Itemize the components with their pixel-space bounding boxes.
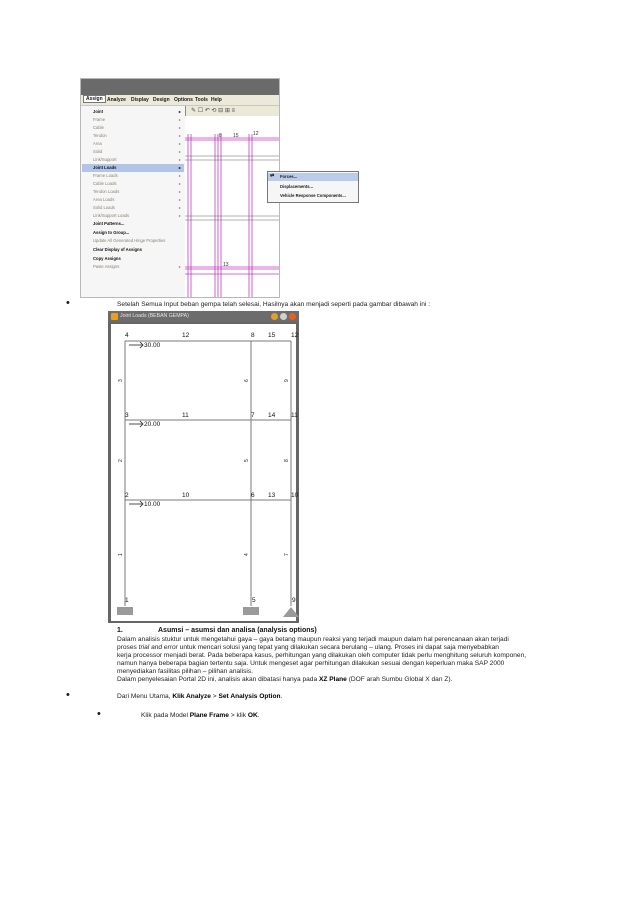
fixed-support [243, 607, 259, 615]
joint-label: 2 [125, 492, 129, 499]
menu-item-joint[interactable] [93, 108, 183, 115]
close-icon[interactable] [289, 313, 296, 320]
column-label: 9 [284, 379, 290, 382]
menu-item-assign-to-group[interactable] [93, 229, 183, 236]
joint-label: 4 [125, 332, 129, 339]
canvas-label: 13 [223, 262, 229, 268]
menu-item-label: Link/Support [93, 157, 117, 162]
menu-item-joint-patterns[interactable] [93, 220, 183, 227]
section-line: kerja processor menjadi berat. Pada beberapa kasus, perhitungan yang dilakukan oleh computer tidak perlu menghitung seluruh komponen, [117, 652, 527, 659]
section-title: Asumsi – asumsi dan analisa (analysis options) [158, 627, 317, 634]
column-label: 8 [284, 459, 290, 462]
menu-item-label: Area Loads [93, 197, 115, 202]
load-value: 30.00 [144, 342, 161, 349]
canvas-label: 8 [219, 133, 222, 139]
menu-design[interactable]: Design [153, 97, 170, 103]
menu-item-label: Paste Assigns [93, 264, 120, 269]
menu-item-joint-loads[interactable] [93, 164, 183, 171]
chevron-right-icon: ▸ [178, 141, 181, 146]
menu-item-label: Link/Support Loads [93, 213, 130, 218]
menu-item-label: Clear Display of Assigns [93, 247, 142, 252]
menu-bar [81, 95, 279, 106]
menu-item-paste-assigns[interactable] [93, 263, 183, 270]
menu-item-label: Solid [93, 149, 103, 154]
menu-item-label: Tendon Loads [93, 189, 120, 194]
line-bold: XZ Plane [318, 676, 347, 683]
section-line: namun hanya beberapa bagian tertentu saja. Untuk mengeset agar perhitungan dilakukan sesuai dengan keperluan maka SAP 2000 [117, 660, 505, 667]
node-label: 7 [251, 412, 255, 419]
sap-assign-menu-screenshot [80, 78, 346, 298]
bullet3-text [141, 712, 260, 720]
b2-bold2: Set Analysis Option [218, 693, 281, 700]
menu-item-label: Joint Patterns... [93, 221, 125, 226]
menu-item-label: Copy Assigns [93, 256, 121, 261]
chevron-right-icon: ▸ [178, 189, 181, 194]
menu-item-clear-display-of-assigns[interactable] [93, 246, 183, 253]
frame-plot [111, 324, 299, 621]
column-label: 1 [118, 553, 124, 556]
menu-item-label: Frame [93, 117, 106, 122]
menu-item-label: Assign to Group... [93, 230, 130, 235]
beam-label: 10 [182, 492, 190, 499]
node-label: 15 [268, 332, 276, 339]
menu-item-label: Area [93, 141, 102, 146]
menu-item-link-support-loads[interactable] [93, 212, 183, 219]
chevron-right-icon: ▸ [178, 117, 181, 122]
menu-item-cable-loads[interactable] [93, 180, 183, 187]
section-line [117, 676, 452, 684]
node-label: 9 [292, 597, 296, 604]
load-value: 10.00 [144, 501, 161, 508]
menu-item-solid[interactable] [93, 148, 183, 155]
canvas-label: 12 [253, 131, 259, 137]
bullet-dot: • [97, 708, 101, 720]
node-label: 10 [291, 492, 299, 499]
model-canvas [185, 116, 279, 297]
menu-display[interactable]: Display [131, 97, 149, 103]
node-label: 14 [268, 412, 276, 419]
column-label: 4 [244, 553, 250, 556]
toolbar-icons[interactable]: ✎ ☐ ↶ ⟲ ⊟ ⊞ ≡ [191, 108, 236, 114]
node-label: 8 [251, 332, 255, 339]
joint-loads-window [108, 311, 299, 623]
menu-item-label: Cable [93, 125, 104, 130]
joint-label: 3 [125, 412, 129, 419]
node-label: 13 [268, 492, 276, 499]
menu-item-label: Solid Loads [93, 205, 115, 210]
toolbar [185, 106, 279, 116]
menu-item-label: Joint [93, 109, 104, 114]
chevron-right-icon: ▸ [178, 173, 181, 178]
menu-item-label: Tendon [93, 133, 107, 138]
line2-italic: trial and error [138, 644, 178, 651]
menu-item-area[interactable] [93, 140, 183, 147]
menu-item-area-loads[interactable] [93, 196, 183, 203]
b3-post: . [257, 712, 260, 719]
node-label: 12 [291, 332, 299, 339]
chevron-right-icon: ▸ [178, 205, 181, 210]
section-number: 1. [117, 627, 123, 634]
menu-help[interactable]: Help [211, 97, 222, 103]
node-label: 5 [252, 597, 256, 604]
chevron-right-icon: ▸ [178, 109, 181, 114]
menu-item-link-support[interactable] [93, 156, 183, 163]
chevron-right-icon: ▸ [178, 133, 181, 138]
app-icon [111, 313, 118, 320]
column-label: 7 [284, 553, 290, 556]
menu-item-copy-assigns[interactable] [93, 255, 183, 262]
forces-icon: ⇄ [270, 173, 275, 179]
node-label: 6 [251, 492, 255, 499]
chevron-right-icon: ▸ [178, 149, 181, 154]
chevron-right-icon: ▸ [178, 264, 181, 269]
menu-item-cable[interactable] [93, 124, 183, 131]
submenu-displacements[interactable]: Displacements... [280, 184, 314, 189]
canvas-label: 15 [233, 133, 239, 139]
menu-item-tendon-loads[interactable] [93, 188, 183, 195]
chevron-right-icon: ▸ [178, 157, 181, 162]
submenu-forces[interactable]: Forces... [280, 174, 298, 179]
menu-item-frame-loads[interactable] [93, 172, 183, 179]
frame-plot-svg [111, 324, 299, 621]
joint-label: 1 [125, 597, 129, 604]
section-line [117, 644, 499, 652]
bullet2-text [117, 693, 282, 701]
model-canvas-svg [185, 116, 279, 297]
chevron-right-icon: ▸ [178, 165, 181, 170]
menu-analyze[interactable]: Analyze [107, 97, 126, 103]
submenu-vehicle-response[interactable]: Vehicle Response Components... [280, 193, 346, 198]
menu-item-label: Update All Generated Hinge Properties [93, 238, 166, 243]
menu-tools[interactable]: Tools [195, 97, 208, 103]
window-title: Joint Loads (BEBAN GEMPA) [120, 313, 189, 319]
bullet-dot: • [66, 689, 70, 701]
window-top-strip [81, 79, 279, 95]
b2-mid: > [210, 693, 219, 700]
chevron-right-icon: ▸ [178, 181, 181, 186]
joint-loads-submenu [267, 171, 359, 203]
section-line: Dalam analisis stuktur untuk mengetahui gaya – gaya betang maupun reaksi yang terjadi maupun dalam hal perencanaan akan terjadi [117, 636, 509, 643]
line-text: Dalam penyelesaian Portal 2D ini, analisis akan dibatasi hanya pada [117, 676, 318, 683]
line2-c: untuk mencari solusi yang tepat yang dilakukan secara berulang – ulang. Proses ini dapat saja menyebabkan [177, 644, 499, 651]
chevron-right-icon: ▸ [178, 125, 181, 130]
menu-options[interactable]: Options [174, 97, 193, 103]
menu-item-tendon[interactable] [93, 132, 183, 139]
b3-pre: Klik pada Model [141, 712, 190, 719]
pin-support [283, 607, 299, 617]
menu-item-label: Joint Loads [93, 165, 117, 170]
menu-item-update-all-generated-hinge-properties[interactable] [93, 237, 183, 244]
menu-item-label: Frame Loads [93, 173, 118, 178]
column-label: 3 [118, 379, 124, 382]
menu-item-solid-loads[interactable] [93, 204, 183, 211]
beam-label: 11 [182, 412, 189, 419]
b2-post: . [280, 693, 283, 700]
window-title-bar [108, 311, 299, 322]
line-text: (DOF arah Sumbu Global X dan Z). [348, 676, 453, 683]
b3-bold2: OK [247, 712, 258, 719]
b2-pre: Dari Menu Utama, [117, 693, 173, 700]
b3-bold1: Plane Frame [189, 712, 229, 719]
assign-dropdown [81, 106, 186, 297]
b2-bold1: Klik Analyze [172, 693, 211, 700]
b3-mid: > klik [228, 712, 248, 719]
chevron-right-icon: ▸ [178, 213, 181, 218]
menu-item-frame[interactable] [93, 116, 183, 123]
line2-a: proses [117, 644, 139, 651]
column-label: 6 [244, 379, 250, 382]
menu-item-label: Cable Loads [93, 181, 117, 186]
fixed-support [117, 607, 133, 615]
node-label: 11 [291, 412, 298, 419]
chevron-right-icon: ▸ [178, 197, 181, 202]
bullet1-text: Setelah Semua Input beban gempa telah selesai, Hasilnya akan menjadi seperti pada gambar dibawah ini : [117, 301, 431, 308]
column-label: 2 [118, 459, 124, 462]
column-label: 5 [244, 459, 250, 462]
beam-label: 12 [182, 332, 190, 339]
bullet-dot: • [66, 297, 70, 309]
restore-icon[interactable] [280, 313, 287, 320]
section-line: menyediakan fasilitas pilihan – pilihan analisis. [117, 668, 253, 675]
load-value: 20.00 [144, 421, 161, 428]
menu-assign[interactable]: Assign [83, 95, 106, 103]
minimize-icon[interactable] [271, 313, 278, 320]
